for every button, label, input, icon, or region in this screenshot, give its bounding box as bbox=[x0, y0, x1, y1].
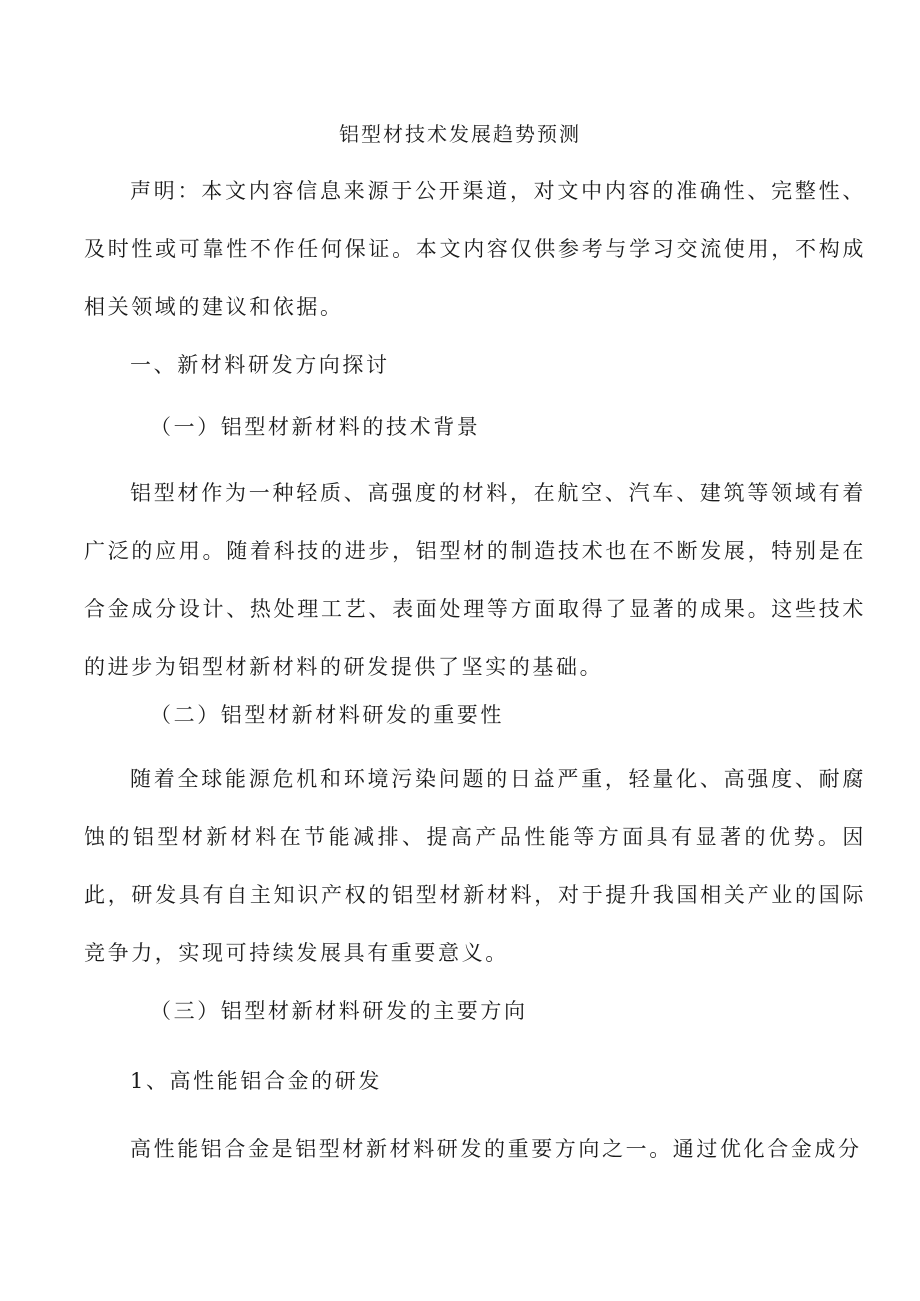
subsection-2-body: 随着全球能源危机和环境污染问题的日益严重，轻量化、高强度、耐腐蚀的铝型材新材料在节能减排、提高产品性能等方面具有显著的优势。因此，研发具有自主知识产权的铝型材新材料，对于提升我国相关产业的国际竞争力，实现可持续发展具有重要意义。 bbox=[84, 767, 866, 965]
subsection-heading-2: （二）铝型材新材料研发的重要性 bbox=[150, 703, 504, 727]
subsection-heading-1: （一）铝型材新材料的技术背景 bbox=[150, 415, 481, 439]
item-1-body: 高性能铝合金是铝型材新材料研发的重要方向之一。通过优化合金成分 bbox=[130, 1137, 862, 1161]
section-heading-1: 一、新材料研发方向探讨 bbox=[130, 353, 390, 377]
item-heading-1: 1、高性能铝合金的研发 bbox=[130, 1069, 382, 1093]
document-title: 铝型材技术发展趋势预测 bbox=[339, 122, 581, 146]
disclaimer-paragraph: 声明：本文内容信息来源于公开渠道，对文中内容的准确性、完整性、及时性或可靠性不作任何保证。本文内容仅供参考与学习交流使用，不构成相关领域的建议和依据。 bbox=[84, 179, 866, 319]
subsection-1-body: 铝型材作为一种轻质、高强度的材料，在航空、汽车、建筑等领域有着广泛的应用。随着科技的进步，铝型材的制造技术也在不断发展，特别是在合金成分设计、热处理工艺、表面处理等方面取得了显著的成果。这些技术的进步为铝型材新材料的研发提供了坚实的基础。 bbox=[84, 481, 866, 679]
subsection-heading-3: （三）铝型材新材料研发的主要方向 bbox=[150, 999, 528, 1023]
